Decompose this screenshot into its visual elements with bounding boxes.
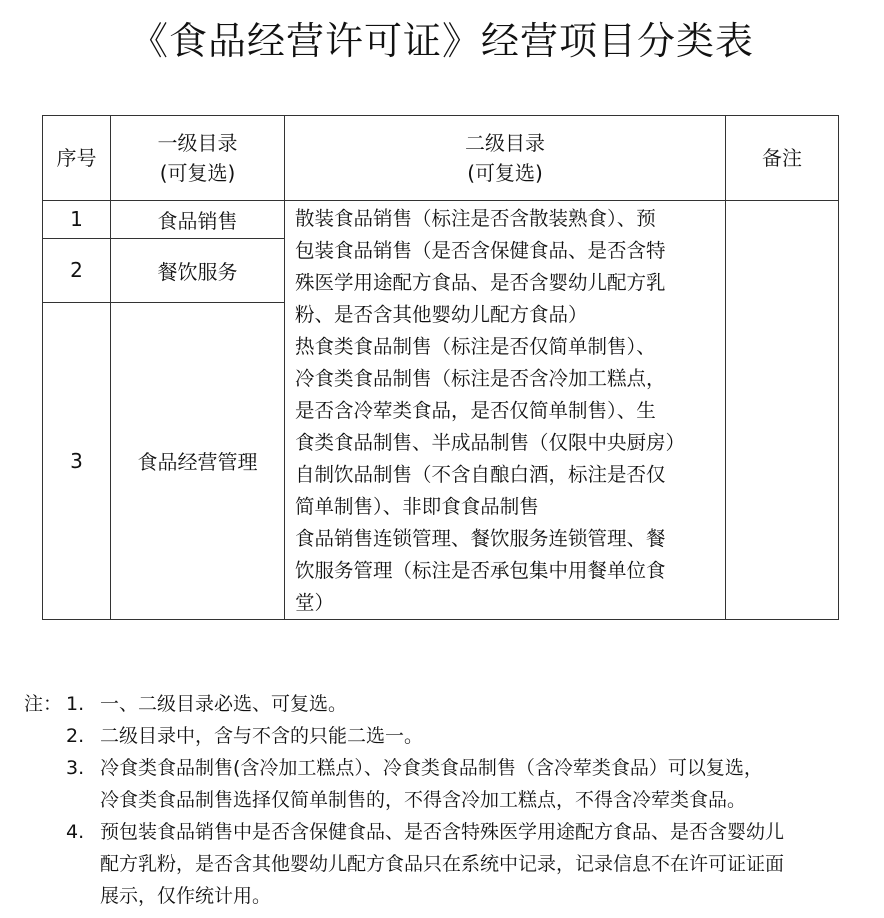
level2-line: 饮服务管理（标注是否承包集中用餐单位食 [295, 559, 666, 582]
header-level1-title: 一级目录 [157, 131, 238, 155]
header-level2 [285, 116, 726, 201]
note-text [100, 720, 423, 752]
note-number: 2. [66, 725, 85, 747]
row-seq: 2 [43, 238, 111, 302]
level2-content [285, 201, 726, 620]
row-category: 餐饮服务 [111, 238, 285, 302]
level2-line: 殊医学用途配方食品、是否含婴幼儿配方乳 [295, 271, 666, 294]
note-item [24, 752, 884, 816]
page-title: 《食品经营许可证》经营项目分类表 [129, 19, 754, 63]
row-category: 食品经营管理 [111, 302, 285, 619]
note-line: 一、二级目录必选、可复选。 [100, 693, 348, 715]
header-level1 [111, 116, 285, 201]
level2-line: 堂） [295, 591, 335, 614]
table-row [43, 201, 839, 239]
header-seq: 序号 [43, 116, 111, 201]
notes-label: 注： [24, 693, 63, 715]
notes-section [24, 688, 884, 912]
note-line: 预包装食品销售中是否含保健食品、是否含特殊医学用途配方食品、是否含婴幼儿 [100, 821, 785, 843]
note-text [100, 752, 763, 816]
level2-line: 简单制售）、非即食食品制售 [295, 495, 539, 518]
level2-line: 冷食类食品制售（标注是否含冷加工糕点， [295, 367, 666, 390]
note-item [24, 720, 884, 752]
category-table [42, 115, 839, 620]
note-item [24, 688, 884, 720]
level2-line: 自制饮品制售（不含自酿白酒，标注是否仅 [295, 463, 666, 486]
note-line: 冷食类食品制售选择仅简单制售的，不得含冷加工糕点，不得含冷荤类食品。 [100, 789, 747, 811]
row-seq: 3 [43, 302, 111, 619]
note-line: 展示，仅作统计用。 [100, 885, 272, 907]
note-text [100, 816, 784, 912]
note-line: 配方乳粉，是否含其他婴幼儿配方食品只在系统中记录，记录信息不在许可证证面 [100, 853, 785, 875]
row-seq: 1 [43, 201, 111, 239]
remark-cell [726, 201, 839, 620]
level2-line: 食品销售连锁管理、餐饮服务连锁管理、餐 [295, 527, 666, 550]
header-remark: 备注 [726, 116, 839, 201]
header-level1-note: (可复选) [159, 161, 236, 185]
note-number: 4. [66, 821, 85, 843]
level2-line: 粉、是否含其他婴幼儿配方食品） [295, 303, 588, 326]
level2-line: 包装食品销售（是否含保健食品、是否含特 [295, 239, 666, 262]
level2-line: 是否含冷荤类食品，是否仅简单制售）、生 [295, 399, 656, 422]
note-text [100, 688, 347, 720]
note-item [24, 816, 884, 912]
level2-line: 散装食品销售（标注是否含散装熟食）、预 [295, 207, 656, 230]
row-category: 食品销售 [111, 201, 285, 239]
note-number: 1. [66, 693, 85, 715]
table-header-row [43, 116, 839, 201]
level2-line: 食类食品制售、半成品制售（仅限中央厨房） [295, 431, 686, 454]
header-level2-title: 二级目录 [465, 131, 545, 155]
note-number: 3. [66, 757, 85, 779]
note-line: 二级目录中，含与不含的只能二选一。 [100, 725, 424, 747]
header-level2-note: (可复选) [467, 161, 543, 185]
note-line: 冷食类食品制售(含冷加工糕点）、冷食类食品制售（含冷荤类食品）可以复选， [100, 757, 763, 779]
level2-line: 热食类食品制售（标注是否仅简单制售）、 [295, 335, 656, 358]
